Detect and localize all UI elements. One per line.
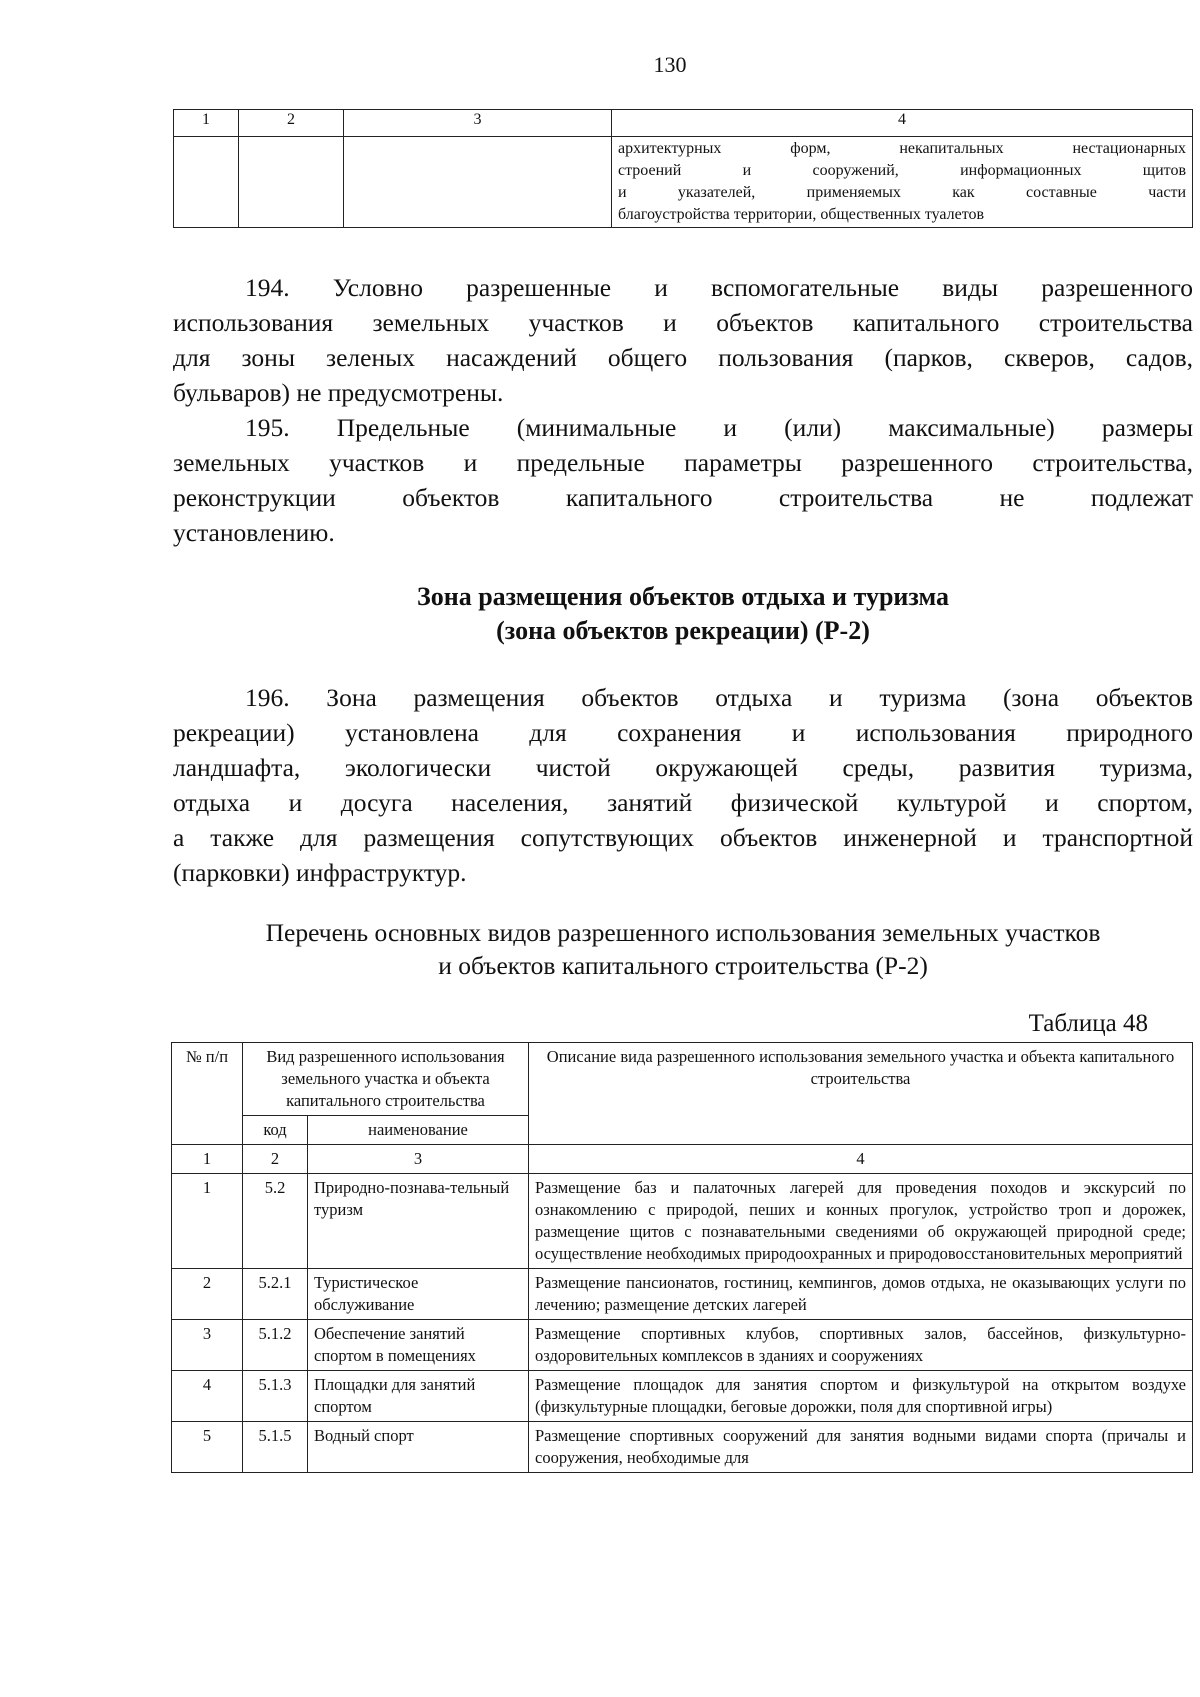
row-num: 1 bbox=[172, 1174, 243, 1269]
text-line: отдыха и досуга населения, занятий физической культурой и спортом, bbox=[173, 788, 1193, 817]
text-line: ландшафта, экологически чистой окружающей среды, развития туризма, bbox=[173, 753, 1193, 782]
header-kind: Вид разрешенного использования земельного участка и объекта капитального строительства bbox=[243, 1043, 529, 1116]
row-code: 5.1.2 bbox=[243, 1320, 308, 1371]
text-line: 196. Зона размещения объектов отдыха и туризма (зона объектов bbox=[245, 683, 1193, 712]
text-line: рекреации) установлена для сохранения и использования природного bbox=[173, 718, 1193, 747]
section-title-line: (зона объектов рекреации) (Р-2) bbox=[496, 616, 870, 645]
row-description: Размещение пансионатов, гостиниц, кемпингов, домов отдыха, не оказывающих услуги по лечению; размещение детских лагерей bbox=[529, 1269, 1193, 1320]
text-line: благоустройства территории, общественных туалетов bbox=[618, 206, 985, 223]
list-title-line: и объектов капитального строительства (Р-2) bbox=[438, 951, 928, 980]
continuation-table bbox=[173, 109, 1193, 228]
row-name: Природно-познава-тельный туризм bbox=[308, 1174, 529, 1269]
continuation-table-row bbox=[174, 137, 1193, 228]
row-num: 4 bbox=[172, 1371, 243, 1422]
section-title bbox=[173, 580, 1193, 648]
table-row bbox=[172, 1174, 1193, 1269]
text-line: строений и сооружений, информационных щитов bbox=[618, 162, 1186, 179]
text-line: использования земельных участков и объектов капитального строительства bbox=[173, 308, 1193, 337]
list-title-line: Перечень основных видов разрешенного использования земельных участков bbox=[265, 918, 1101, 947]
row-description: Размещение баз и палаточных лагерей для проведения походов и экскурсий по ознакомлению с природой, пеших и конных прогулок, устройство троп и дорожек, размещение щитов с познавательными сведениями об окружающей природной среде; осуществление необходимых природоохранных и природовосстановительных мероприятий bbox=[529, 1174, 1193, 1269]
row-name: Площадки для занятий спортом bbox=[308, 1371, 529, 1422]
row-code: 5.2 bbox=[243, 1174, 308, 1269]
table-label: Таблица 48 bbox=[1028, 1010, 1148, 1037]
permitted-use-table bbox=[171, 1042, 1193, 1473]
text-line: для зоны зеленых насаждений общего пользования (парков, скверов, садов, bbox=[173, 343, 1193, 372]
row-name: Водный спорт bbox=[308, 1422, 529, 1473]
row-name: Туристическое обслуживание bbox=[308, 1269, 529, 1320]
row-description: Размещение площадок для занятия спортом и физкультурой на открытом воздухе (физкультурные площадки, беговые дорожки, поля для спортивной игры) bbox=[529, 1371, 1193, 1422]
col-header: 2 bbox=[239, 110, 344, 137]
page-number: 130 bbox=[653, 52, 687, 77]
header-description: Описание вида разрешенного использования земельного участка и объекта капитального строительства bbox=[529, 1043, 1193, 1145]
table-row bbox=[172, 1320, 1193, 1371]
list-title bbox=[173, 916, 1193, 982]
text-line: а также для размещения сопутствующих объектов инженерной и транспортной bbox=[173, 823, 1193, 852]
text-line: 194. Условно разрешенные и вспомогательные виды разрешенного bbox=[245, 273, 1193, 302]
paragraph-196 bbox=[173, 680, 1193, 890]
paragraph-195 bbox=[173, 410, 1193, 550]
row-description: Размещение спортивных клубов, спортивных залов, бассейнов, физкультурно-оздоровительных комплексов в зданиях и сооружениях bbox=[529, 1320, 1193, 1371]
row-code: 5.1.3 bbox=[243, 1371, 308, 1422]
row-code: 5.2.1 bbox=[243, 1269, 308, 1320]
row-code: 5.1.5 bbox=[243, 1422, 308, 1473]
continuation-text bbox=[612, 137, 1193, 228]
text-line: земельных участков и предельные параметры разрешенного строительства, bbox=[173, 448, 1193, 477]
row-num: 2 bbox=[172, 1269, 243, 1320]
row-description: Размещение спортивных сооружений для занятия водными видами спорта (причалы и сооружения, необходимые для bbox=[529, 1422, 1193, 1473]
col-header: 3 bbox=[344, 110, 612, 137]
table-row bbox=[172, 1269, 1193, 1320]
col-header: 4 bbox=[612, 110, 1193, 137]
col-number-row bbox=[172, 1145, 1193, 1174]
continuation-table-header bbox=[174, 110, 1193, 137]
section-title-line: Зона размещения объектов отдыха и туризма bbox=[416, 582, 950, 611]
text-line: 195. Предельные (минимальные и (или) максимальные) размеры bbox=[245, 413, 1193, 442]
text-line: реконструкции объектов капитального строительства не подлежат bbox=[173, 483, 1193, 512]
row-name: Обеспечение занятий спортом в помещениях bbox=[308, 1320, 529, 1371]
row-num: 3 bbox=[172, 1320, 243, 1371]
col-number: 4 bbox=[529, 1145, 1193, 1174]
text-line: установлению. bbox=[173, 518, 335, 547]
text-line: (парковки) инфраструктур. bbox=[173, 858, 467, 887]
table-row bbox=[172, 1371, 1193, 1422]
paragraph-194 bbox=[173, 270, 1193, 410]
col-header: 1 bbox=[174, 110, 239, 137]
text-line: и указателей, применяемых как составные части bbox=[618, 184, 1186, 201]
header-code: код bbox=[243, 1116, 308, 1145]
table-row bbox=[172, 1422, 1193, 1473]
col-number: 2 bbox=[243, 1145, 308, 1174]
header-name: наименование bbox=[308, 1116, 529, 1145]
text-line: бульваров) не предусмотрены. bbox=[173, 378, 504, 407]
row-num: 5 bbox=[172, 1422, 243, 1473]
col-number: 1 bbox=[172, 1145, 243, 1174]
text-line: архитектурных форм, некапитальных нестационарных bbox=[618, 140, 1186, 157]
col-number: 3 bbox=[308, 1145, 529, 1174]
header-num: № п/п bbox=[172, 1043, 243, 1145]
table-header-row bbox=[172, 1043, 1193, 1116]
